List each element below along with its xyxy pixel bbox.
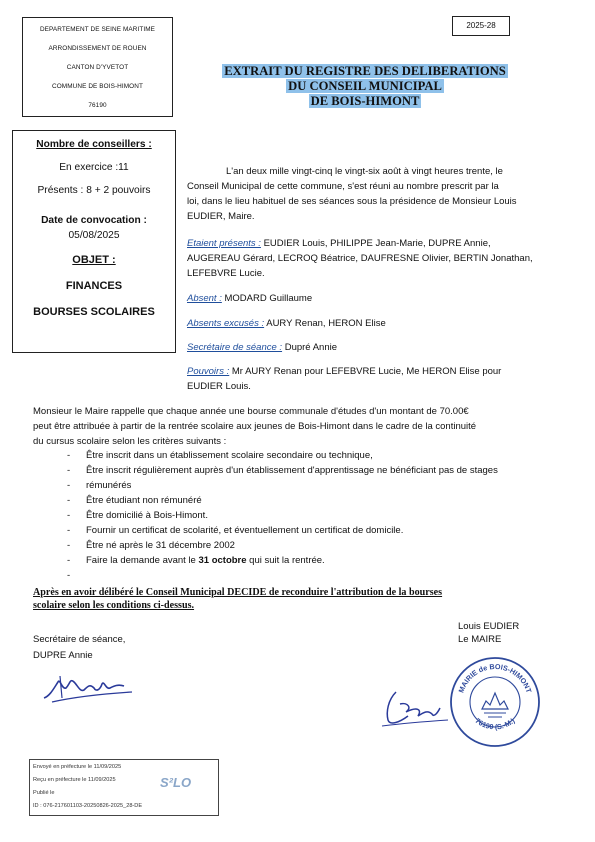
secretaire-signature-icon bbox=[40, 668, 140, 708]
main-line-3: du cursus scolaire selon les critères suivants : bbox=[33, 436, 227, 447]
footer-envoye: Envoyé en préfecture le 11/09/2025 bbox=[33, 764, 122, 770]
administrative-header-box bbox=[22, 17, 173, 117]
objet-label: OBJET : bbox=[72, 254, 116, 266]
excuses-row bbox=[187, 316, 386, 331]
deadline-date: 31 octobre bbox=[198, 555, 247, 566]
presents-names-3: LEFEBVRE Lucie. bbox=[187, 268, 265, 279]
date-convocation-value: 05/08/2025 bbox=[68, 230, 120, 241]
slo-logo: S²LO bbox=[160, 775, 192, 790]
title-line-2: DU CONSEIL MUNICIPAL bbox=[288, 79, 442, 93]
secretaire-name: DUPRE Annie bbox=[33, 650, 93, 661]
footer-recu: Reçu en préfecture le 11/09/2025 bbox=[33, 777, 116, 783]
maire-signature-icon bbox=[378, 686, 458, 730]
excuses-label: Absents excusés : bbox=[187, 318, 265, 329]
main-line-2: peut être attribuée à partir de la rentrée scolaire aux jeunes de Bois-Himont dans le cadre de la continuité bbox=[33, 421, 477, 432]
deliberation-reference: 2025-28 bbox=[452, 16, 510, 36]
criteria-item: - Fournir un certificat de scolarité, et éventuellement un certificat de domicile. bbox=[67, 523, 577, 538]
decision-line-2: scolaire selon les conditions ci-dessus. bbox=[33, 600, 195, 611]
secretaire-role: Secrétaire de séance, bbox=[33, 634, 126, 645]
date-convocation-label: Date de convocation : bbox=[41, 215, 147, 226]
en-exercice: En exercice :11 bbox=[59, 162, 129, 173]
pouvoirs-label: Pouvoirs : bbox=[187, 366, 230, 377]
title-line-3: DE BOIS-HIMONT bbox=[310, 94, 420, 108]
objet-bourses-scolaires: BOURSES SCOLAIRES bbox=[33, 306, 155, 318]
nombre-conseillers-label: Nombre de conseillers : bbox=[36, 139, 152, 150]
presents-line-1 bbox=[187, 236, 491, 251]
intro-line-4: EUDIER, Maire. bbox=[187, 211, 255, 222]
mairie-stamp-icon bbox=[448, 655, 542, 749]
header-arrondissement: ARRONDISSEMENT DE ROUEN bbox=[48, 45, 147, 52]
presents-label: Etaient présents : bbox=[187, 238, 261, 249]
pouvoirs-row bbox=[187, 364, 501, 379]
intro-line-1: L'an deux mille vingt-cinq le vingt-six août à vingt heures trente, le bbox=[226, 166, 503, 177]
intro-line-2: Conseil Municipal de cette commune, s'est réuni au nombre prescrit par la bbox=[187, 181, 499, 192]
presents-count: Présents : 8 + 2 pouvoirs bbox=[37, 185, 151, 196]
header-commune: COMMUNE DE BOIS-HIMONT bbox=[52, 83, 143, 90]
absent-label: Absent : bbox=[187, 293, 222, 304]
presents-names-2: AUGEREAU Gérard, LECROQ Béatrice, DAUFRESNE Olivier, BERTIN Jonathan, bbox=[187, 253, 533, 264]
secretaire-value: Dupré Annie bbox=[284, 342, 337, 353]
pouvoirs-value-2: EUDIER Louis. bbox=[187, 381, 251, 392]
header-postcode: 76190 bbox=[88, 102, 107, 109]
stamp-bottom-text: 76190 (S.-M.) bbox=[473, 716, 517, 732]
secretaire-row bbox=[187, 340, 337, 355]
pouvoirs-value-1: Mr AURY Renan pour LEFEBVRE Lucie, Me HERON Elise pour bbox=[231, 366, 502, 377]
secretaire-label: Secrétaire de séance : bbox=[187, 342, 283, 353]
title-line-1: EXTRAIT DU REGISTRE DES DELIBERATIONS bbox=[224, 64, 506, 78]
criteria-list bbox=[67, 448, 577, 568]
criteria-item: - Être né après le 31 décembre 2002 bbox=[67, 538, 577, 553]
council-summary-box bbox=[12, 130, 176, 353]
main-line-1: Monsieur le Maire rappelle que chaque année une bourse communale d'études d'un montant de 70.00€ bbox=[33, 406, 469, 417]
footer-publie: Publié le bbox=[33, 790, 55, 796]
svg-text:76190 (S.-M.) bbox=[474, 716, 517, 732]
prefecture-receipt-box bbox=[29, 759, 219, 816]
presents-names-1: EUDIER Louis, PHILIPPE Jean-Marie, DUPRE Annie, bbox=[263, 238, 491, 249]
maire-role: Le MAIRE bbox=[458, 634, 502, 645]
footer-id: ID : 076-217601103-20250826-2025_28-DE bbox=[33, 803, 143, 809]
absent-row bbox=[187, 291, 312, 306]
header-canton: CANTON D'YVETOT bbox=[66, 64, 129, 71]
criteria-item: - Être inscrit régulièrement auprès d'un établissement d'apprentissage ne bénéficiant pas de stages bbox=[67, 463, 577, 478]
criteria-item: - Faire la demande avant le 31 octobre qui suit la rentrée. bbox=[67, 553, 577, 568]
absent-value: MODARD Guillaume bbox=[224, 293, 313, 304]
objet-finances: FINANCES bbox=[65, 280, 123, 292]
maire-name: Louis EUDIER bbox=[458, 621, 520, 632]
header-departement: DEPARTEMENT DE SEINE MARITIME bbox=[39, 26, 156, 33]
criteria-item: - Être étudiant non rémunéré bbox=[67, 493, 577, 508]
intro-line-3: loi, dans le lieu habituel de ses séances sous la présidence de Monsieur Louis bbox=[187, 196, 517, 207]
decision-line-1: Après en avoir délibéré le Conseil Municipal DECIDE de reconduire l'attribution de la bourses bbox=[33, 587, 443, 598]
criteria-item: - Être domicilié à Bois-Himont. bbox=[67, 508, 577, 523]
criteria-item-continuation: - rémunérés bbox=[67, 478, 577, 493]
criteria-item: - Être inscrit dans un établissement scolaire secondaire ou technique, bbox=[67, 448, 577, 463]
excuses-value: AURY Renan, HERON Elise bbox=[266, 318, 386, 329]
decision-text bbox=[33, 586, 543, 612]
stamp-top-text: MAIRIE de BOIS-HIMONT bbox=[456, 661, 534, 694]
